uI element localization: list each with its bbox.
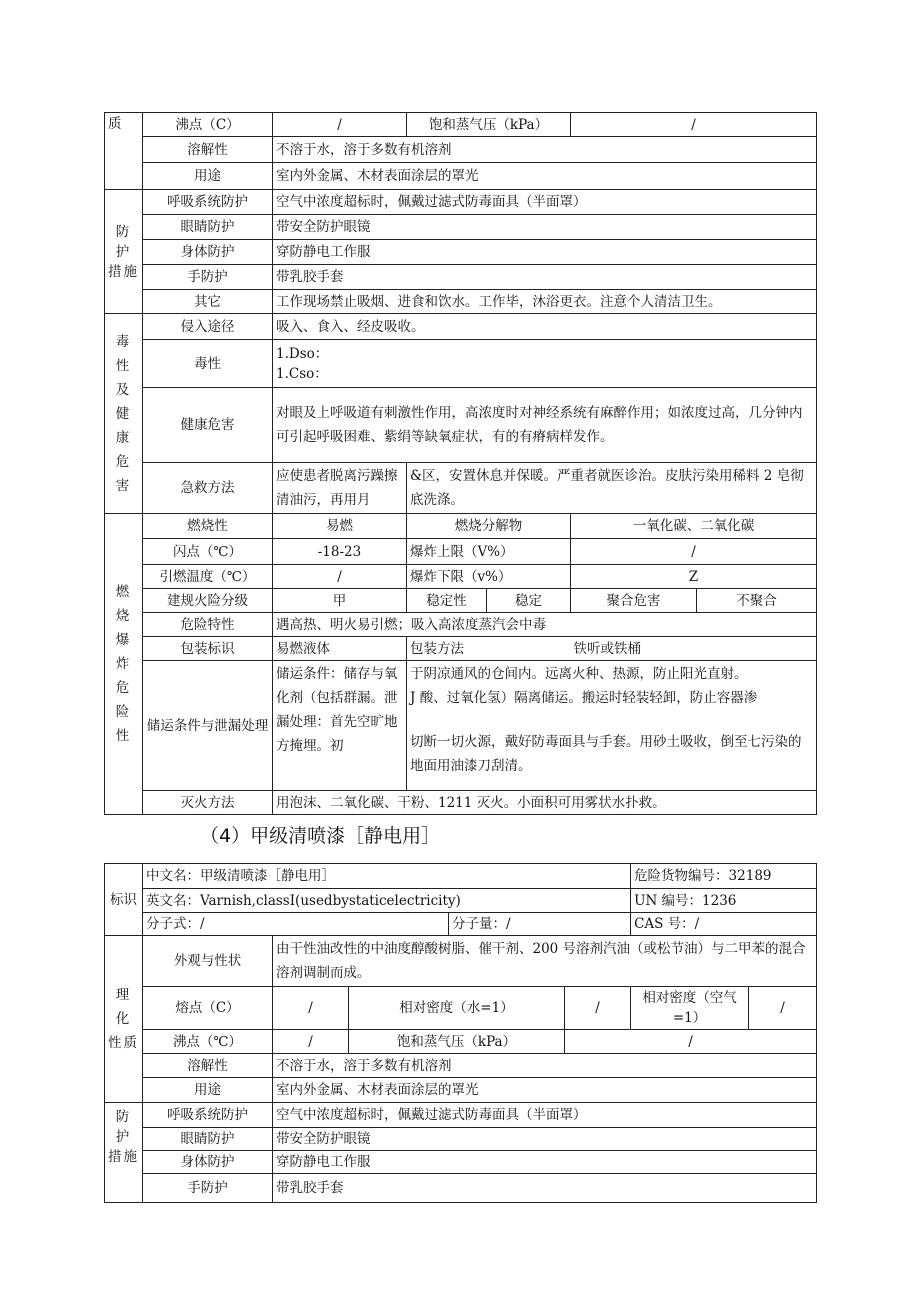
vapor-pressure-label-2: 饱和蒸气压（kPa） bbox=[349, 1030, 565, 1054]
appearance-value: 由干性油改性的中油度醇酸树脂、催干剂、200 号溶剂汽油（或松节油）与二甲苯的混合溶剂调制而成。 bbox=[273, 936, 817, 987]
vapor-pressure-value-2: / bbox=[565, 1030, 817, 1054]
health-label: 健康危害 bbox=[143, 388, 273, 463]
storage-left: 储运条件：储存与氧化剂（包括群漏。泄漏处理：首先空旷地方掩埋。初 bbox=[273, 661, 407, 791]
body-label-2: 身体防护 bbox=[143, 1151, 273, 1174]
storage-right-line2: J 酸、过氧化氢）隔离储运。搬运时轻装轻卸，防止容器渗 bbox=[410, 690, 758, 706]
extinguish-value: 用泡沫、二氧化碳、干粉、1211 灭火。小面积可用雾状水扑救。 bbox=[273, 791, 817, 815]
msds-table-varnish bbox=[104, 863, 817, 1203]
melting-label: 熔点（C） bbox=[143, 987, 273, 1030]
combustion-products-value: 一氧化碳、二氧化碳 bbox=[571, 514, 817, 539]
solubility-value: 不溶于水，溶于多数有机溶剂 bbox=[273, 137, 817, 163]
eye-value: 带安全防护眼镜 bbox=[273, 215, 817, 240]
extinguish-label: 灭火方法 bbox=[143, 791, 273, 815]
usage-value-2: 室内外金属、木材表面涂层的罩光 bbox=[273, 1078, 817, 1103]
fire-class-label: 建规火险分级 bbox=[143, 589, 273, 613]
rd-water-label: 相对密度（水=1） bbox=[349, 987, 565, 1030]
un-number: UN 编号：1236 bbox=[631, 889, 817, 913]
melting-value: / bbox=[273, 987, 349, 1030]
packaging-label: 包装标识 bbox=[143, 637, 273, 661]
respiratory-value-2: 空气中浓度超标时，佩戴过滤式防毒面具（半面罩） bbox=[273, 1103, 817, 1128]
other-value: 工作现场禁止吸烟、进食和饮水。工作毕，沐浴更衣。注意个人清洁卫生。 bbox=[273, 290, 817, 314]
stability-value: 稳定 bbox=[487, 589, 571, 613]
cn-name: 中文名：甲级清喷漆［静电用］ bbox=[143, 864, 631, 889]
respiratory-value: 空气中浓度超标时，佩戴过滤式防毒面具（半面罩） bbox=[273, 190, 817, 215]
polymerization-value: 不聚合 bbox=[697, 589, 817, 613]
cas-number: CAS 号：/ bbox=[631, 913, 817, 936]
flash-point-value: -18-23 bbox=[273, 539, 407, 565]
ignition-label: 引燃温度（℃） bbox=[143, 565, 273, 589]
body-value: 穿防静电工作服 bbox=[273, 240, 817, 265]
boiling-label: 沸点（℃） bbox=[143, 1030, 273, 1054]
storage-right-line3: 切断一切火源，戴好防毒面具与手套。用砂土吸收，倒至七污染的地面用油漆刀刮清。 bbox=[410, 734, 802, 774]
section-physical-tail: 质 bbox=[105, 113, 143, 190]
first-aid-label: 急救方法 bbox=[143, 463, 273, 514]
first-aid-left: 应使患者脱离污躁擦清油污，再用月 bbox=[273, 463, 407, 514]
combustibility-label: 燃烧性 bbox=[143, 514, 273, 539]
other-label: 其它 bbox=[143, 290, 273, 314]
boiling-point-label: 沸点（C） bbox=[143, 113, 273, 137]
solubility-value-2: 不溶于水，溶于多数有机溶剂 bbox=[273, 1054, 817, 1078]
lower-limit-label: 爆炸下限（v%） bbox=[407, 565, 571, 589]
en-name: 英文名：Varnish,classI(usedbystaticelectricity) bbox=[143, 889, 631, 913]
section-physical: 理 化 性质 bbox=[105, 936, 143, 1103]
formula: 分子式：/ bbox=[143, 913, 449, 936]
body-label: 身体防护 bbox=[143, 240, 273, 265]
stability-label: 稳定性 bbox=[407, 589, 487, 613]
combustibility-value: 易燃 bbox=[273, 514, 407, 539]
rd-water-value: / bbox=[565, 987, 631, 1030]
first-aid-right: &区，安置休息并保暖。严重者就医诊治。皮肤污染用稀料 2 皂彻底洗涤。 bbox=[407, 463, 817, 514]
storage-label: 储运条件与泄漏处理 bbox=[143, 661, 273, 791]
route-label: 侵入途径 bbox=[143, 314, 273, 340]
usage-label-2: 用途 bbox=[143, 1078, 273, 1103]
section-toxicity: 毒 性 及 健 康 危 害 bbox=[105, 314, 143, 514]
storage-right bbox=[407, 661, 817, 791]
eye-value-2: 带安全防护眼镜 bbox=[273, 1128, 817, 1151]
rd-air-label: 相对密度（空气=1） bbox=[631, 987, 749, 1030]
body-value-2: 穿防静电工作服 bbox=[273, 1151, 817, 1174]
ignition-value: / bbox=[273, 565, 407, 589]
respiratory-label: 呼吸系统防护 bbox=[143, 190, 273, 215]
vapor-pressure-value: / bbox=[571, 113, 817, 137]
route-value: 吸入、食入、经皮吸收。 bbox=[273, 314, 817, 340]
hazard-label: 危险特性 bbox=[143, 613, 273, 637]
packaging-value: 易燃液体 bbox=[273, 637, 407, 661]
ld50-line: 1.Dso： bbox=[276, 345, 329, 362]
polymerization-label: 聚合危害 bbox=[571, 589, 697, 613]
boiling-value: / bbox=[273, 1030, 349, 1054]
section-protection-2: 防 护 措施 bbox=[105, 1103, 143, 1203]
section-fire: 燃 烧 爆 炸 危 险 性 bbox=[105, 514, 143, 815]
toxicity-values bbox=[273, 340, 817, 388]
section-id: 标识 bbox=[105, 864, 143, 936]
section-protection: 防 护 措施 bbox=[105, 190, 143, 314]
flash-point-label: 闪点（℃） bbox=[143, 539, 273, 565]
respiratory-label-2: 呼吸系统防护 bbox=[143, 1103, 273, 1128]
usage-value: 室内外金属、木材表面涂层的罩光 bbox=[273, 163, 817, 190]
appearance-label: 外观与性状 bbox=[143, 936, 273, 987]
msds-table-continued bbox=[104, 112, 817, 815]
hand-label-2: 手防护 bbox=[143, 1174, 273, 1203]
storage-right-line1: 于阴凉通风的仓间内。远离火种、热源，防止阳光直射。 bbox=[410, 666, 748, 682]
solubility-label-2: 溶解性 bbox=[143, 1054, 273, 1078]
hand-value-2: 带乳胶手套 bbox=[273, 1174, 817, 1203]
hand-value: 带乳胶手套 bbox=[273, 265, 817, 290]
eye-label-2: 眼睛防护 bbox=[143, 1128, 273, 1151]
section-heading: （4）甲级清喷漆［静电用］ bbox=[200, 825, 441, 847]
usage-label: 用途 bbox=[143, 163, 273, 190]
eye-label: 眼睛防护 bbox=[143, 215, 273, 240]
vapor-pressure-label: 饱和蒸气压（kPa） bbox=[407, 113, 571, 137]
boiling-point-value: / bbox=[273, 113, 407, 137]
rd-air-value: / bbox=[749, 987, 817, 1030]
upper-limit-label: 爆炸上限（V%） bbox=[407, 539, 571, 565]
combustion-products-label: 燃烧分解物 bbox=[407, 514, 571, 539]
hand-label: 手防护 bbox=[143, 265, 273, 290]
molecular-weight: 分子量：/ bbox=[449, 913, 631, 936]
packaging-method-value: 铁听或铁桶 bbox=[571, 637, 817, 661]
lower-limit-value: Z bbox=[571, 565, 817, 589]
toxicity-label: 毒性 bbox=[143, 340, 273, 388]
fire-class-value: 甲 bbox=[273, 589, 407, 613]
solubility-label: 溶解性 bbox=[143, 137, 273, 163]
lc50-line: 1.Cso： bbox=[276, 365, 328, 382]
health-value: 对眼及上呼吸道有刺激性作用，高浓度时对神经系统有麻醉作用；如浓度过高，几分钟内可引起呼吸困难、紫绢等缺氧症状，有的有瘠病样发作。 bbox=[273, 388, 817, 463]
dg-number: 危险货物编号：32189 bbox=[631, 864, 817, 889]
hazard-value: 遇高热、明火易引燃；吸入高浓度蒸汽会中毒 bbox=[273, 613, 817, 637]
upper-limit-value: / bbox=[571, 539, 817, 565]
packaging-method-label: 包装方法 bbox=[407, 637, 571, 661]
